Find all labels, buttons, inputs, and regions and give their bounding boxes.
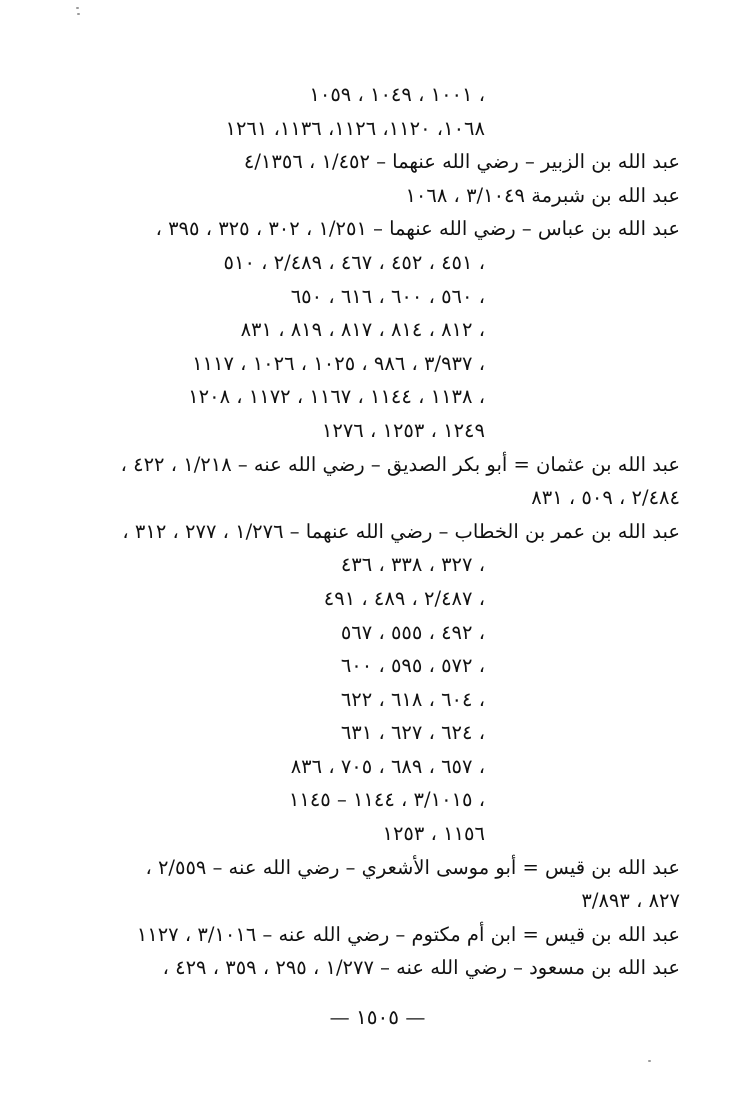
index-entry-line: عبد الله بن قيس = ابن أم مكتوم – رضي الله عنه – ٣/١٠١٦ ، ١١٢٧	[136, 922, 680, 946]
index-continuation-line: ٥٦٠ ، ٦٠٠ ، ٦١٦ ، ٦٥٠ ،	[290, 284, 485, 308]
index-entry-line: عبد الله بن عباس – رضي الله عنهما – ١/٢٥١ ، ٣٠٢ ، ٣٢٥ ، ٣٩٥ ،	[155, 217, 680, 241]
index-entry-line: عبد الله بن عثمان = أبو بكر الصديق – رضي الله عنه – ١/٢١٨ ، ٤٢٢ ،	[120, 452, 680, 476]
index-entry-line: عبد الله بن مسعود – رضي الله عنه – ١/٢٧٧ ، ٢٩٥ ، ٣٥٩ ، ٤٢٩ ،	[162, 956, 680, 980]
scan-speck	[77, 13, 80, 15]
index-entry-line: ٨٢٧ ، ٣/٨٩٣	[581, 889, 680, 913]
index-entry-line: عبد الله بن الزبير – رضي الله عنهما – ١/٤٥٢ ، ٤/١٣٥٦	[243, 150, 680, 174]
index-continuation-line: ٣/١٠١٥ ، ١١٤٤ – ١١٤٥ ،	[288, 788, 485, 812]
index-continuation-line: ٦٥٧ ، ٦٨٩ ، ٧٠٥ ، ٨٣٦ ،	[290, 754, 485, 778]
index-continuation-line: ٥٧٢ ، ٥٩٥ ، ٦٠٠ ،	[340, 654, 485, 678]
index-continuation-line: ٤٥١ ، ٤٥٢ ، ٤٦٧ ، ٢/٤٨٩ ، ٥١٠ ،	[223, 250, 485, 274]
index-continuation-line: ١٠٠١ ، ١٠٤٩ ، ١٠٥٩ ،	[309, 83, 485, 106]
index-continuation-line: ٦٠٤ ، ٦١٨ ، ٦٢٢ ،	[340, 687, 485, 711]
index-entry-line: ٢/٤٨٤ ، ٥٠٩ ، ٨٣١	[531, 486, 680, 510]
index-entries	[100, 78, 680, 985]
index-entry-line: عبد الله بن عمر بن الخطاب – رضي الله عنهما – ١/٢٧٦ ، ٢٧٧ ، ٣١٢ ،	[122, 519, 680, 543]
index-continuation-line: ٢/٤٨٧ ، ٤٨٩ ، ٤٩١ ،	[323, 586, 485, 610]
scan-speck	[76, 7, 79, 9]
page-number: — ١٥٠٥ —	[329, 1005, 426, 1029]
index-continuation-line: ٣/٩٣٧ ، ٩٨٦ ، ١٠٢٥ ، ١٠٢٦ ، ١١١٧ ،	[192, 351, 485, 375]
index-continuation-line: ٤٩٢ ، ٥٥٥ ، ٥٦٧ ،	[340, 620, 485, 644]
index-continuation-line: ٦٢٤ ، ٦٢٧ ، ٦٣١ ،	[340, 721, 485, 745]
index-continuation-line: ١٢٤٩ ، ١٢٥٣ ، ١٢٧٦	[321, 418, 485, 442]
index-entry-line: عبد الله بن قيس = أبو موسى الأشعري – رضي الله عنه – ٢/٥٥٩ ،	[145, 855, 680, 879]
index-continuation-line: ٣٢٧ ، ٣٣٨ ، ٤٣٦ ،	[340, 553, 485, 577]
index-continuation-line: ١٠٦٨، ١١٢٠، ١١٢٦، ١١٣٦، ١٢٦١	[225, 116, 485, 140]
scan-speck	[648, 1060, 651, 1062]
index-continuation-line: ١١٥٦ ، ١٢٥٣	[382, 822, 485, 846]
index-entry-line: عبد الله بن شبرمة ٣/١٠٤٩ ، ١٠٦٨	[405, 183, 680, 207]
index-continuation-line: ١١٣٨ ، ١١٤٤ ، ١١٦٧ ، ١١٧٢ ، ١٢٠٨ ،	[188, 385, 485, 409]
index-continuation-line: ٨١٢ ، ٨١٤ ، ٨١٧ ، ٨١٩ ، ٨٣١ ،	[240, 318, 485, 342]
